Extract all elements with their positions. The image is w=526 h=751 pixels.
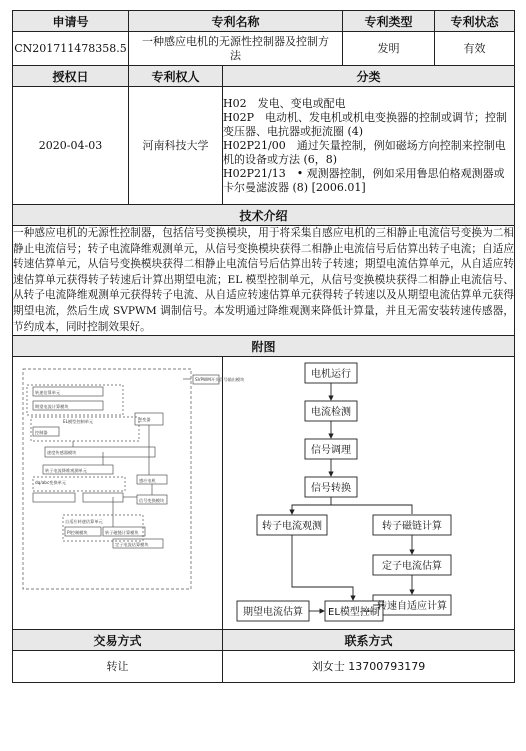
header-tech-intro: 技术介绍 — [13, 205, 515, 226]
diagram-label-stator: 定子电流估算模块 — [115, 542, 149, 548]
block-diagram-svg — [13, 357, 245, 625]
header-app-no: 申请号 — [13, 11, 129, 32]
diagram-label-sensor: 速度传感器模块 — [47, 450, 77, 456]
trade-mode-value: 转让 — [13, 651, 223, 683]
diagram-label-el-unit: EL模型控制单元 — [63, 419, 94, 425]
flow-step-stator: 定子电流估算 — [382, 561, 442, 573]
header-patent-status: 专利状态 — [435, 11, 515, 32]
header-contact: 联系方式 — [223, 630, 515, 651]
flow-step-run: 电机运行 — [311, 369, 351, 381]
diagram-label-desired-module: 期望电流计算模块 — [35, 404, 69, 410]
diagram-label-controller: 控制器 — [35, 430, 48, 436]
flowchart-svg — [223, 357, 515, 625]
flow-step-transform: 信号转换 — [311, 483, 351, 495]
patent-type-value: 发明 — [343, 32, 435, 66]
header-patent-type: 专利类型 — [343, 11, 435, 32]
flow-step-desired: 期望电流估算 — [243, 607, 303, 619]
flow-step-detect: 电流检测 — [311, 407, 351, 419]
patent-name-value: 一种感应电机的无源性控制器及控制方法 — [129, 32, 343, 66]
header-patentee: 专利权人 — [129, 66, 223, 87]
header-classification: 分类 — [223, 66, 515, 87]
flow-step-flux: 转子磁链计算 — [382, 521, 442, 533]
diagram-label-motor: 感应电机 — [139, 478, 156, 484]
diagram-label-rotor-obs: 转子电流降维观测单元 — [45, 468, 87, 474]
diagram-label-pi: PI控制模块 — [67, 530, 88, 536]
app-no-value: CN201711478358.5 — [13, 32, 129, 66]
diagram-label-speed-est: 转速估算单元 — [35, 390, 61, 396]
diagram-label-dq-unit: dq/abc变换单元 — [35, 480, 67, 486]
contact-value: 刘女士 13700793179 — [223, 651, 515, 683]
diagram-label-signal: 信号变换模块 — [139, 498, 165, 504]
classification-item: H02 发电、变电或配电 — [223, 96, 346, 110]
flow-step-adaptive: 转速自适应计算 — [377, 601, 447, 613]
flow-step-el: EL模型控制 — [328, 607, 380, 619]
patent-sheet — [12, 10, 514, 683]
figure-flowchart — [223, 357, 515, 630]
patentee-value: 河南科技大学 — [129, 87, 223, 205]
classification-list — [223, 87, 515, 205]
classification-item: H02P21/13 • 观测器控制，例如采用鲁思伯格观测器或卡尔曼滤波器 (8) [2006.01] — [223, 166, 505, 194]
header-patent-name: 专利名称 — [129, 11, 343, 32]
diagram-label-rotor-flux: 转子磁链计算模块 — [105, 530, 139, 536]
diagram-label-adaptive: 自适应转速估算单元 — [65, 519, 103, 525]
diagram-label-svpwm: SVPWM开关信号输出模块 — [195, 377, 245, 383]
grant-date-value: 2020-04-03 — [13, 87, 129, 205]
tech-intro-text: 一种感应电机的无源性控制器，包括信号变换模块，用于将采集自感应电机的三相静止电流信号变换为二相静止电流信号；转子电流降维观测单元，从信号变换模块获得二相静止电流信号后估算出转子电流；自适应转速估算单元，从信号变换模块获得二相静止电流信号后估算出转子转速；期望电流估算单元，从自适应转速估算单元获得转子转速后计算出期望电流；EL 模型控制单元，从信号变换模块获得二相静止电流信号、从转子电流降维观测单元获得转子电流、从自适应转速估算单元获得转子转速以及从期望电流估算单元获得期望电流，然后生成 SVPWM 调制信号。本发明通过降维观测来降低计算量，并且无需安装转速传感器，节约成本，同时控制效果好。 — [13, 226, 515, 336]
diagram-label-inverter: 逆变器 — [138, 417, 151, 423]
flow-step-condition: 信号调理 — [311, 445, 351, 457]
flow-step-rotor-obs: 转子电流观测 — [262, 521, 322, 533]
figure-block-diagram — [13, 357, 245, 630]
header-trade-mode: 交易方式 — [13, 630, 223, 651]
classification-item: H02P21/00 通过矢量控制，例如磁场方向控制来控制电机的设备或方法 (6，8) — [223, 138, 506, 166]
header-figure: 附图 — [13, 336, 515, 357]
patent-table — [12, 10, 515, 683]
header-grant-date: 授权日 — [13, 66, 129, 87]
patent-status-value: 有效 — [435, 32, 515, 66]
classification-item: H02P 电动机、发电机或机电变换器的控制或调节；控制变压器、电抗器或扼流圈 (4) — [223, 110, 507, 138]
